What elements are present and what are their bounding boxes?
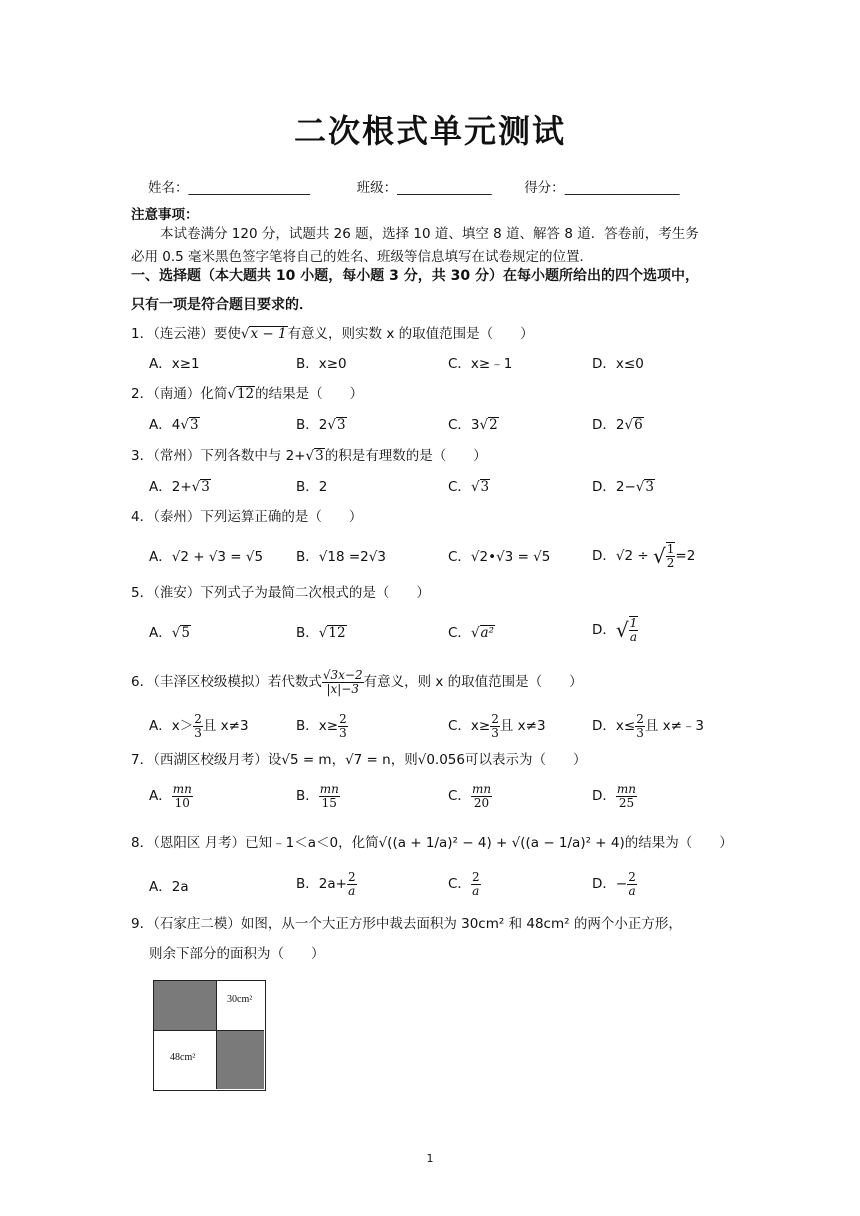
option-suffix: 且 x≠3 <box>202 718 249 734</box>
question-4-option-d[interactable] <box>592 538 695 574</box>
question-6-fraction <box>322 669 364 696</box>
name-label: 姓名： <box>148 180 189 196</box>
question-1-option-a[interactable]: A．x≥1 <box>149 356 200 372</box>
student-info-row <box>148 176 679 196</box>
question-9-line-1: 9．（石家庄二模）如图，从一个大正方形中裁去面积为 30cm² 和 48cm² 的两个小正方形， <box>131 916 682 932</box>
fraction-denominator: 2 <box>666 556 675 570</box>
option-radicand: a² <box>480 625 495 641</box>
question-3-option-a[interactable]: A．2+√3 <box>149 479 210 495</box>
option-label: A．x＞ <box>149 718 194 734</box>
question-3-suffix: 的积是有理数的是（ ） <box>324 448 487 464</box>
fraction-denominator: a <box>628 883 636 898</box>
question-5: 5．（淮安）下列式子为最简二次根式的是（ ） <box>131 585 430 601</box>
section-heading-line-1: 一、选择题（本大题共 10 小题，每小题 3 分，共 30 分）在每小题所给出的四个选项中， <box>131 268 699 284</box>
question-1-prefix: 1．（连云港）要使 <box>131 326 241 342</box>
option-radicand: 3 <box>645 479 654 495</box>
fraction-denominator: 3 <box>636 725 644 740</box>
fraction-denominator: 25 <box>618 795 635 810</box>
option-radicand: 2 <box>489 417 498 433</box>
score-label: 得分： <box>524 180 565 196</box>
class-label: 班级： <box>356 180 398 196</box>
option-radicand: 3 <box>201 479 210 495</box>
question-6-option-a[interactable] <box>149 708 249 744</box>
option-radicand: 5 <box>181 625 190 641</box>
question-5-option-d[interactable] <box>592 612 638 648</box>
question-3-option-b[interactable]: B．2 <box>296 479 328 495</box>
fraction-denominator: 10 <box>174 795 190 810</box>
fraction-numerator: mn <box>616 781 637 796</box>
option-fraction <box>627 871 637 898</box>
question-1-option-b[interactable]: B．x≥0 <box>296 356 347 372</box>
question-7-option-c[interactable] <box>448 778 492 814</box>
question-2-option-d[interactable]: D．2√6 <box>592 417 643 433</box>
option-fraction <box>193 713 203 740</box>
fraction-numerator: 2 <box>636 711 644 726</box>
question-6-prefix: 6．（丰泽区校级模拟）若代数式 <box>131 674 322 690</box>
notice-heading: 注意事项： <box>131 207 199 223</box>
question-8-option-d[interactable] <box>592 866 637 902</box>
question-3-option-d[interactable]: D．2−√3 <box>592 479 654 495</box>
fraction-numerator: 2 <box>628 869 636 884</box>
score-blank[interactable]: _________________ <box>564 180 680 196</box>
option-radicand: 6 <box>634 417 643 433</box>
fraction-numerator: mn <box>471 781 492 796</box>
question-5-option-a[interactable]: A．√5 <box>149 625 190 641</box>
option-fraction <box>338 713 348 740</box>
question-2-radicand: 12 <box>236 386 255 402</box>
option-fraction <box>629 616 639 644</box>
fraction-denominator: 3 <box>491 725 499 740</box>
fraction-numerator: 1 <box>666 542 675 556</box>
option-suffix: 且 x≠﹣3 <box>644 718 705 734</box>
option-radicand: 3 <box>480 479 490 495</box>
option-radicand: 12 <box>328 625 346 641</box>
question-9-line-2: 则余下部分的面积为（ ） <box>149 946 325 962</box>
question-1-suffix: 有意义，则实数 x 的取值范围是（ ） <box>287 326 534 342</box>
option-fraction <box>471 871 481 898</box>
question-6-suffix: 有意义，则 x 的取值范围是（ ） <box>363 674 583 690</box>
option-fraction <box>471 783 492 810</box>
option-fraction <box>172 783 193 810</box>
question-5-option-c[interactable]: C．√a² <box>448 625 495 641</box>
question-2-prefix: 2．（南通）化简 <box>131 386 228 402</box>
question-4: 4．（泰州）下列运算正确的是（ ） <box>131 509 363 525</box>
option-fraction <box>319 783 340 810</box>
option-label: C． <box>448 625 471 641</box>
sqrt-icon: √ <box>227 386 236 402</box>
page-title: 二次根式单元测试 <box>293 112 566 150</box>
question-3-radicand: 3 <box>315 448 324 464</box>
fraction-numerator: 2 <box>491 711 499 726</box>
option-label: D．√2 ÷ <box>592 548 649 564</box>
large-square-label: 48cm² <box>170 1052 196 1063</box>
fraction-denominator: 15 <box>321 795 337 810</box>
question-1-radicand: x − 1 <box>250 326 287 342</box>
question-8: 8．（恩阳区 月考）已知﹣1＜a＜0，化简√((a + 1/a)² − 4) + √((a − 1/a)² + 4)的结果为（ ） <box>131 835 733 851</box>
large-square <box>154 1031 217 1089</box>
fraction-numerator: 2 <box>339 711 347 726</box>
option-label: B． <box>296 788 319 804</box>
fraction-denominator: a <box>472 883 480 898</box>
notice-line-2: 必用 0.5 毫米黑色签字笔将自己的姓名、班级等信息填写在试卷规定的位置． <box>131 249 594 265</box>
squares-figure <box>153 980 266 1091</box>
option-label: C． <box>448 876 471 892</box>
option-label: A．4 <box>149 417 181 433</box>
option-suffix: 且 x≠3 <box>499 718 546 734</box>
section-heading-line-2: 只有一项是符合题目要求的． <box>131 297 313 313</box>
small-square-label: 30cm² <box>227 994 253 1005</box>
question-2-suffix: 的结果是（ ） <box>255 386 364 402</box>
fraction-denominator: 20 <box>473 795 490 810</box>
question-4-option-c[interactable]: C．√2•√3 = √5 <box>448 549 551 565</box>
question-8-option-c[interactable] <box>448 866 481 902</box>
sqrt-icon: √ <box>615 618 629 642</box>
option-label: B．2a+ <box>296 876 347 892</box>
fraction-numerator: mn <box>172 781 192 796</box>
option-label: D．− <box>592 876 628 892</box>
option-label: B．x≥ <box>296 718 339 734</box>
question-6-option-d[interactable] <box>592 708 704 744</box>
question-2-option-a[interactable]: A．4√3 <box>149 417 199 433</box>
small-square <box>217 981 264 1031</box>
question-6 <box>131 664 583 700</box>
question-3-option-c[interactable]: C．√3 <box>448 479 490 495</box>
option-fraction <box>347 871 357 898</box>
fraction-numerator: 1 <box>629 616 638 630</box>
question-7: 7．（西湖区校级月考）设√5 = m，√7 = n，则√0.056可以表示为（ ） <box>131 752 587 768</box>
question-8-option-b[interactable] <box>296 866 357 902</box>
option-label: B．2 <box>296 417 328 433</box>
fraction-numerator: √3x−2 <box>322 667 363 682</box>
option-label: C．x≥ <box>448 718 491 734</box>
sqrt-icon: √ <box>305 448 315 464</box>
question-1-option-c[interactable]: C．x≥﹣1 <box>448 356 513 372</box>
option-label: D．x≤ <box>592 718 636 734</box>
fraction-numerator: mn <box>319 781 339 796</box>
question-7-option-d[interactable] <box>592 778 637 814</box>
question-6-option-c[interactable] <box>448 708 546 744</box>
question-1 <box>131 325 534 343</box>
name-blank[interactable]: __________________ <box>188 180 310 196</box>
fraction-denominator: 3 <box>194 725 202 740</box>
option-radicand: 3 <box>189 417 199 433</box>
question-3 <box>131 447 487 465</box>
option-label: B． <box>296 625 319 641</box>
option-label: D．2 <box>592 417 625 433</box>
question-5-option-b[interactable]: B．√12 <box>296 625 346 641</box>
option-label: C．3 <box>448 417 480 433</box>
option-fraction <box>616 783 637 810</box>
fraction-denominator: a <box>629 630 638 644</box>
fraction-denominator: a <box>348 883 356 898</box>
question-3-prefix: 3．（常州）下列各数中与 2+ <box>131 448 306 464</box>
fraction-denominator: |x|−3 <box>326 681 359 696</box>
fraction-numerator: 2 <box>194 711 202 726</box>
option-radicand: 3 <box>336 417 346 433</box>
question-2-option-b[interactable]: B．2√3 <box>296 417 346 433</box>
question-8-option-a[interactable]: A．2a <box>149 879 189 895</box>
option-fraction <box>635 713 645 740</box>
question-7-option-a[interactable] <box>149 778 193 814</box>
option-label: D． <box>592 622 616 638</box>
option-label: D． <box>592 788 616 804</box>
option-label: A． <box>149 788 172 804</box>
option-label: A． <box>149 625 172 641</box>
page-number: 1 <box>426 1152 434 1165</box>
sqrt-icon: √ <box>653 544 666 568</box>
sqrt-icon: √ <box>240 326 250 342</box>
option-label: D．2− <box>592 479 636 495</box>
shaded-region-top-left <box>154 981 217 1031</box>
option-fraction <box>666 542 676 570</box>
question-7-option-b[interactable] <box>296 778 340 814</box>
question-6-option-b[interactable] <box>296 708 348 744</box>
fraction-numerator: 2 <box>471 869 480 884</box>
option-suffix: =2 <box>675 548 696 564</box>
question-1-option-d[interactable]: D．x≤0 <box>592 356 644 372</box>
question-2 <box>131 385 363 403</box>
question-4-option-b[interactable]: B．√18 =2√3 <box>296 549 386 565</box>
notice-line-1: 本试卷满分 120 分，试题共 26 题，选择 10 道、填空 8 道、解答 8 道．答卷前，考生务 <box>160 226 699 242</box>
option-fraction <box>490 713 500 740</box>
class-blank[interactable]: ______________ <box>397 180 492 196</box>
fraction-numerator: 2 <box>347 869 356 884</box>
shaded-region-bottom-right <box>217 1031 264 1089</box>
question-2-option-c[interactable]: C．3√2 <box>448 417 498 433</box>
option-label: C． <box>448 479 471 495</box>
fraction-denominator: 3 <box>339 725 347 740</box>
question-4-option-a[interactable]: A．√2 + √3 = √5 <box>149 549 264 565</box>
option-label: C． <box>448 788 471 804</box>
option-label: A．2+ <box>149 479 192 495</box>
